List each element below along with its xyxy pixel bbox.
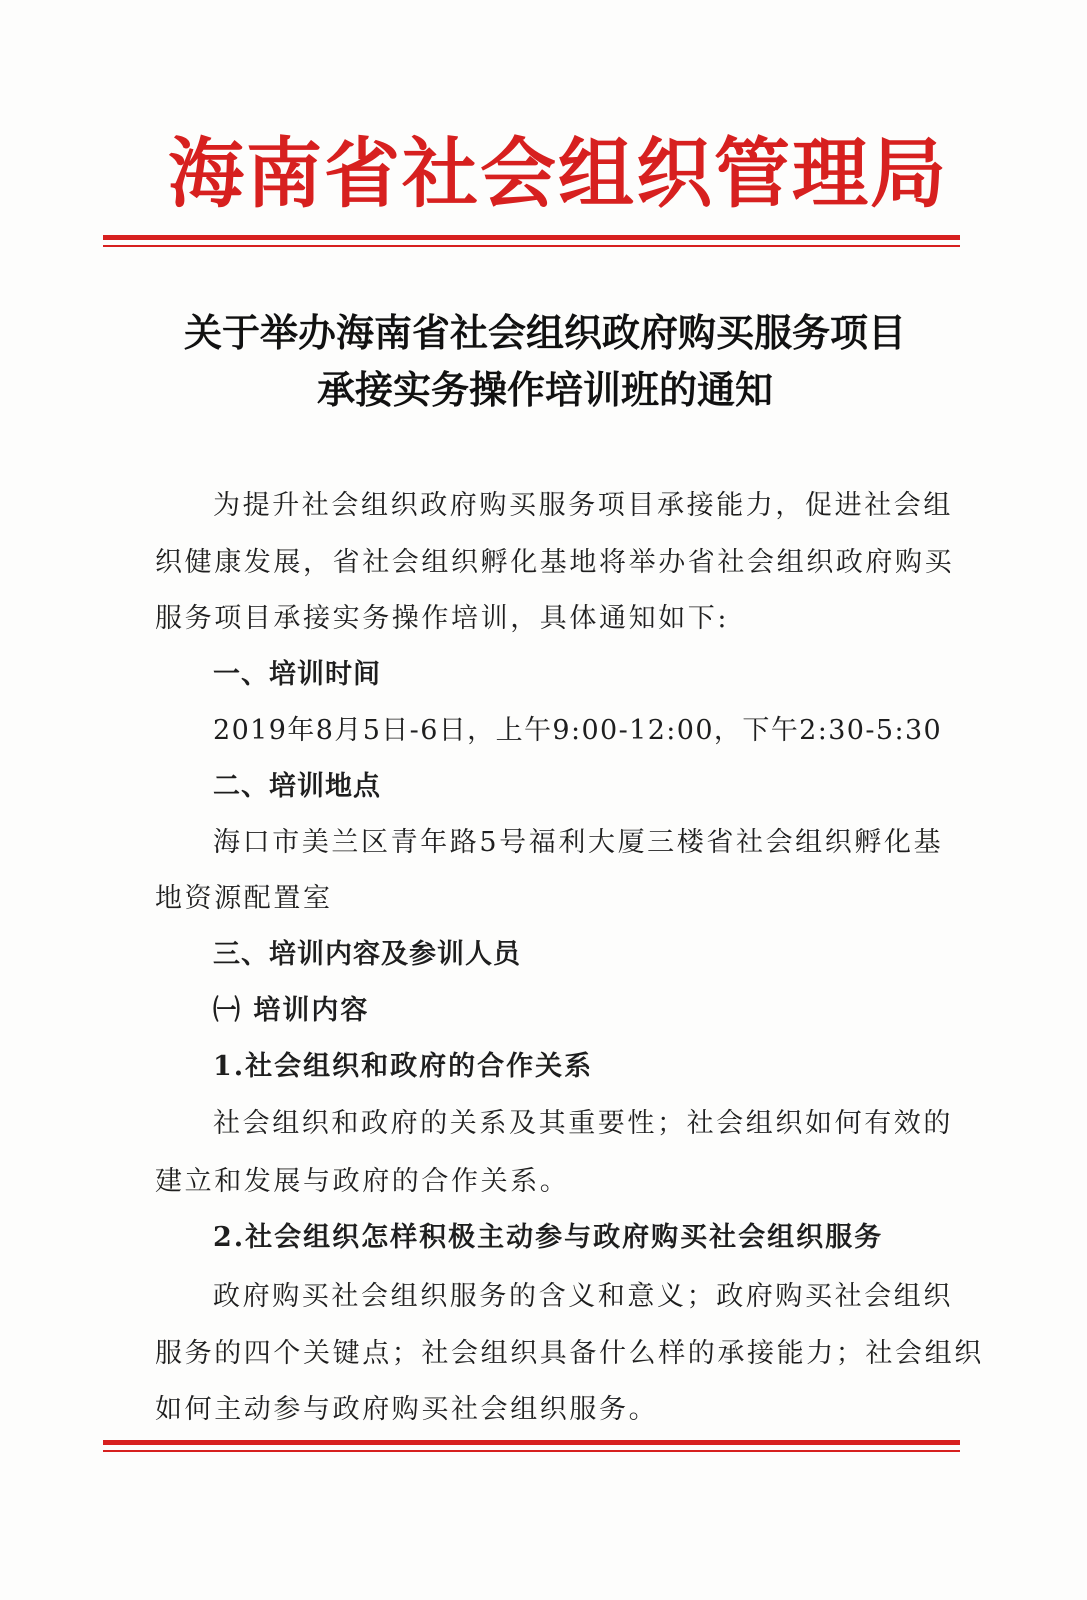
notice-title-line-2: 承接实务操作培训班的通知 — [316, 367, 773, 412]
item-2-heading: 2.社会组织怎样积极主动参与政府购买社会组织服务 — [213, 1222, 884, 1253]
section-2-text-line-1: 海口市美兰区青年路5号福利大厦三楼省社会组织孵化基 — [213, 827, 944, 858]
letterhead-rule-thick — [103, 235, 960, 240]
intro-line-3: 服务项目承接实务操作培训，具体通知如下: — [155, 603, 730, 634]
section-1-heading: 一、培训时间 — [213, 659, 381, 690]
item-1-text-line-2: 建立和发展与政府的合作关系。 — [155, 1166, 570, 1197]
item-2-text-line-2: 服务的四个关键点；社会组织具备什么样的承接能力；社会组织 — [155, 1338, 984, 1369]
section-2-heading: 二、培训地点 — [213, 771, 381, 802]
item-1-heading: 1.社会组织和政府的合作关系 — [213, 1051, 594, 1082]
notice-title-line-1: 关于举办海南省社会组织政府购买服务项目 — [183, 310, 906, 355]
section-1-text: 2019年8月5日-6日，上午9:00-12:00，下午2:30-5:30 — [213, 715, 943, 746]
footer-rule-thick — [103, 1440, 960, 1445]
subsection-1-heading: ㈠ 培训内容 — [213, 995, 370, 1026]
letterhead-agency-name: 海南省社会组织管理局 — [168, 129, 948, 218]
item-1-text-line-1: 社会组织和政府的关系及其重要性；社会组织如何有效的 — [213, 1108, 953, 1139]
item-2-text-line-3: 如何主动参与政府购买社会组织服务。 — [155, 1394, 659, 1425]
letterhead-rule-thin — [103, 245, 960, 247]
intro-line-1: 为提升社会组织政府购买服务项目承接能力，促进社会组 — [213, 490, 953, 521]
item-2-text-line-1: 政府购买社会组织服务的含义和意义；政府购买社会组织 — [213, 1281, 953, 1312]
footer-rule-thin — [103, 1450, 960, 1452]
section-2-text-line-2: 地资源配置室 — [155, 883, 333, 914]
intro-line-2: 织健康发展，省社会组织孵化基地将举办省社会组织政府购买 — [155, 547, 955, 578]
section-3-heading: 三、培训内容及参训人员 — [213, 939, 521, 970]
